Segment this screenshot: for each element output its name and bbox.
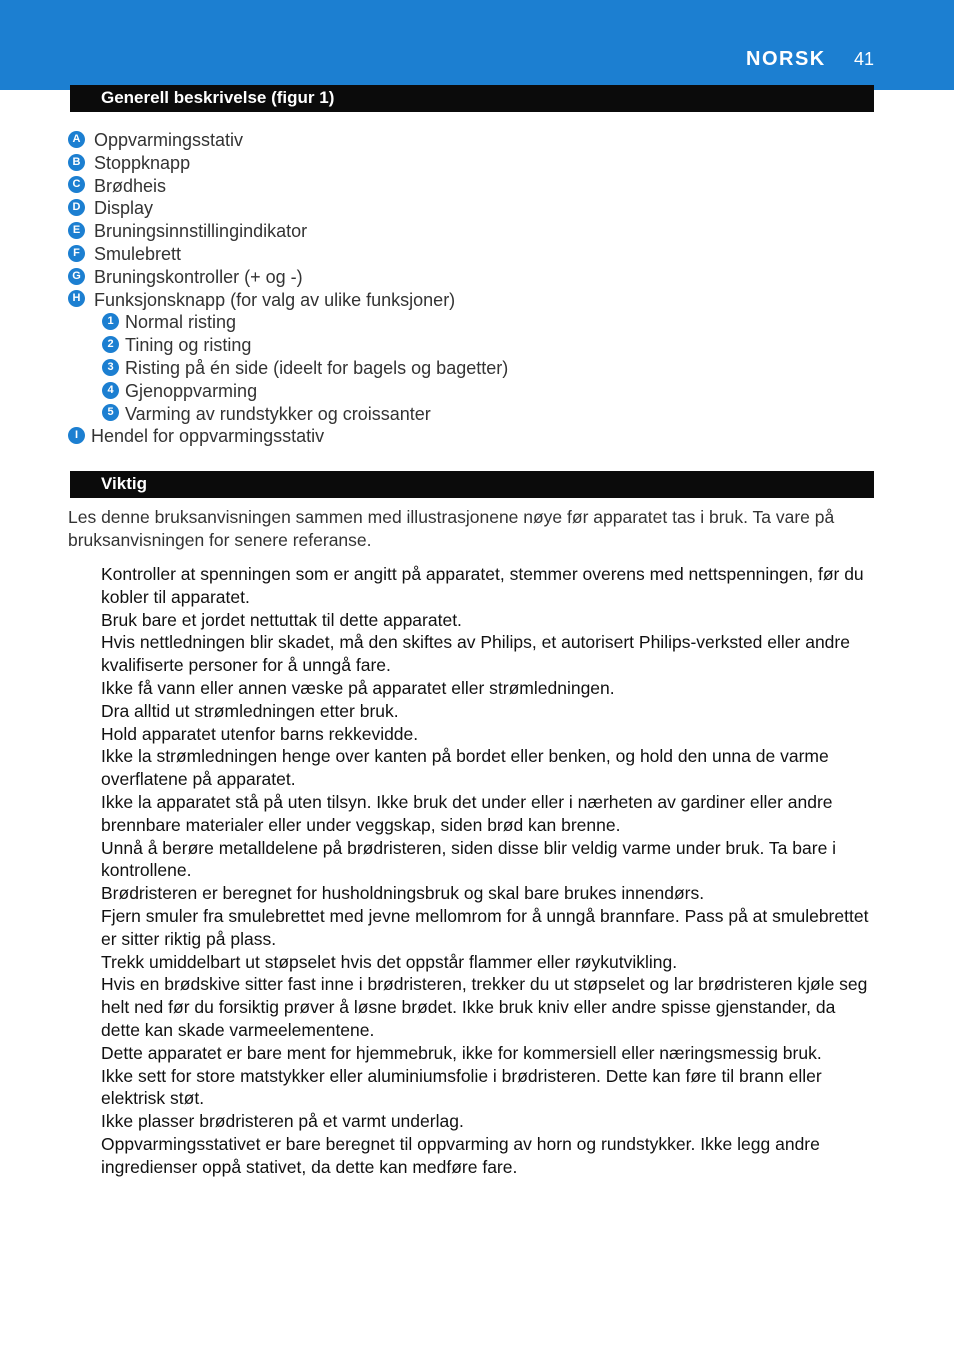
parts-list: [68, 129, 508, 448]
list-item: [68, 175, 508, 198]
letter-badge-icon: C: [68, 176, 85, 193]
list-item: [68, 266, 508, 289]
warning-item: Dra alltid ut strømledningen etter bruk.: [101, 700, 399, 721]
intro-paragraph: Les denne bruksanvisningen sammen med illustrasjonene nøye før apparatet tas i bruk. Ta vare på bruksanvisningen for senere referanse.: [68, 507, 835, 550]
number-badge-icon: 4: [102, 382, 119, 399]
warning-item: Unnå å berøre metalldelene på brødristeren, siden disse blir veldig varme under bruk. Ta bare i kontrollene.: [101, 837, 837, 881]
list-item: [68, 197, 508, 220]
part-label: Oppvarmingsstativ: [94, 130, 244, 150]
letter-badge-icon: G: [68, 268, 85, 285]
part-label: Brødheis: [94, 175, 167, 196]
part-label: Bruningsinnstillingindikator: [94, 221, 308, 242]
list-item: [68, 243, 508, 266]
part-label: Hendel for oppvarmingsstativ: [91, 426, 325, 447]
warning-item: Ikke plasser brødristeren på et varmt underlag.: [101, 1111, 464, 1132]
number-badge-icon: 1: [102, 313, 119, 330]
letter-badge-icon: H: [68, 290, 85, 307]
warning-item: Hold apparatet utenfor barns rekkevidde.: [101, 723, 419, 744]
list-item: [68, 152, 508, 175]
part-label: Smulebrett: [94, 243, 182, 264]
function-label: Gjenoppvarming: [125, 380, 258, 401]
number-badge-icon: 2: [102, 336, 119, 353]
warning-item: Dette apparatet er bare ment for hjemmebruk, ikke for kommersiell eller næringsmessig bruk.: [101, 1042, 822, 1063]
letter-badge-icon: F: [68, 245, 85, 262]
section-title: Generell beskrivelse (figur 1): [101, 88, 335, 107]
language-label: NORSK: [746, 48, 826, 70]
warning-item: Bruk bare et jordet nettuttak til dette apparatet.: [101, 609, 462, 630]
function-item: [68, 311, 508, 334]
letter-badge-icon: I: [68, 427, 85, 444]
warning-item: Trekk umiddelbart ut støpselet hvis det oppstår flammer eller røykutvikling.: [101, 951, 678, 972]
list-item: [68, 289, 508, 312]
list-item: [68, 425, 508, 448]
part-label: Bruningskontroller (+ og -): [94, 266, 303, 287]
warning-item: Ikke la apparatet stå på uten tilsyn. Ikke bruk det under eller i nærheten av gardiner eller andre brennbare materialer eller under veggskap, siden brød kan brenne.: [101, 791, 833, 835]
function-item: [68, 334, 508, 357]
warning-item: Ikke få vann eller annen væske på apparatet eller strømledningen.: [101, 677, 615, 698]
function-item: [68, 380, 508, 403]
warning-item: Ikke sett for store matstykker eller aluminiumsfolie i brødristeren. Dette kan føre til brann eller elektrisk støt.: [101, 1065, 822, 1109]
warnings-list: [101, 563, 876, 1179]
section-header-general: [70, 85, 874, 112]
warning-item: Ikke la strømledningen henge over kanten på bordet eller benken, og hold den unna de varme overflatene på apparatet.: [101, 746, 829, 790]
function-item: [68, 403, 508, 426]
letter-badge-icon: A: [68, 131, 85, 148]
letter-badge-icon: E: [68, 222, 85, 239]
list-item: [68, 220, 508, 243]
letter-badge-icon: B: [68, 154, 85, 171]
warning-item: Kontroller at spenningen som er angitt på apparatet, stemmer overens med nettspenningen, før du kobler til apparatet.: [101, 564, 864, 607]
warning-item: Oppvarmingsstativet er bare beregnet til oppvarming av horn og rundstykker. Ikke legg andre ingredienser oppå stativet, da dette kan medføre fare.: [101, 1133, 820, 1177]
list-item: [68, 129, 508, 152]
warning-item: Fjern smuler fra smulebrettet med jevne mellomrom for å unngå brannfare. Pass på at smulebrettet er sitter riktig på plass.: [101, 905, 869, 949]
function-label: Tining og risting: [125, 335, 252, 356]
part-label: Funksjonsknapp (for valg av ulike funksjoner): [94, 289, 456, 310]
part-label: Display: [94, 198, 154, 219]
function-item: [68, 357, 508, 380]
number-badge-icon: 3: [102, 359, 119, 376]
function-label: Risting på én side (ideelt for bagels og bagetter): [125, 357, 509, 378]
section-header-important: [70, 471, 874, 498]
letter-badge-icon: D: [68, 199, 85, 216]
part-label: Stoppknapp: [94, 152, 191, 173]
page-number: 41: [854, 49, 875, 69]
number-badge-icon: 5: [102, 404, 119, 421]
warning-item: Hvis nettledningen blir skadet, må den skiftes av Philips, et autorisert Philips-verksted eller andre kvalifiserte personer for å unngå fare.: [101, 632, 850, 676]
function-label: Normal risting: [125, 312, 237, 333]
section-title: Viktig: [101, 474, 147, 493]
top-banner: [0, 0, 954, 90]
warning-item: Hvis en brødskive sitter fast inne i brødristeren, trekker du ut støpselet og lar brødristeren kjøle seg helt ned før du forsiktig prøver å løsne brødet. Ikke bruk kniv eller andre spisse gjenstander, da dette kan skade varmeelementene.: [101, 974, 868, 1040]
function-label: Varming av rundstykker og croissanter: [125, 403, 431, 424]
warning-item: Brødristeren er beregnet for husholdningsbruk og skal bare brukes innendørs.: [101, 883, 705, 904]
